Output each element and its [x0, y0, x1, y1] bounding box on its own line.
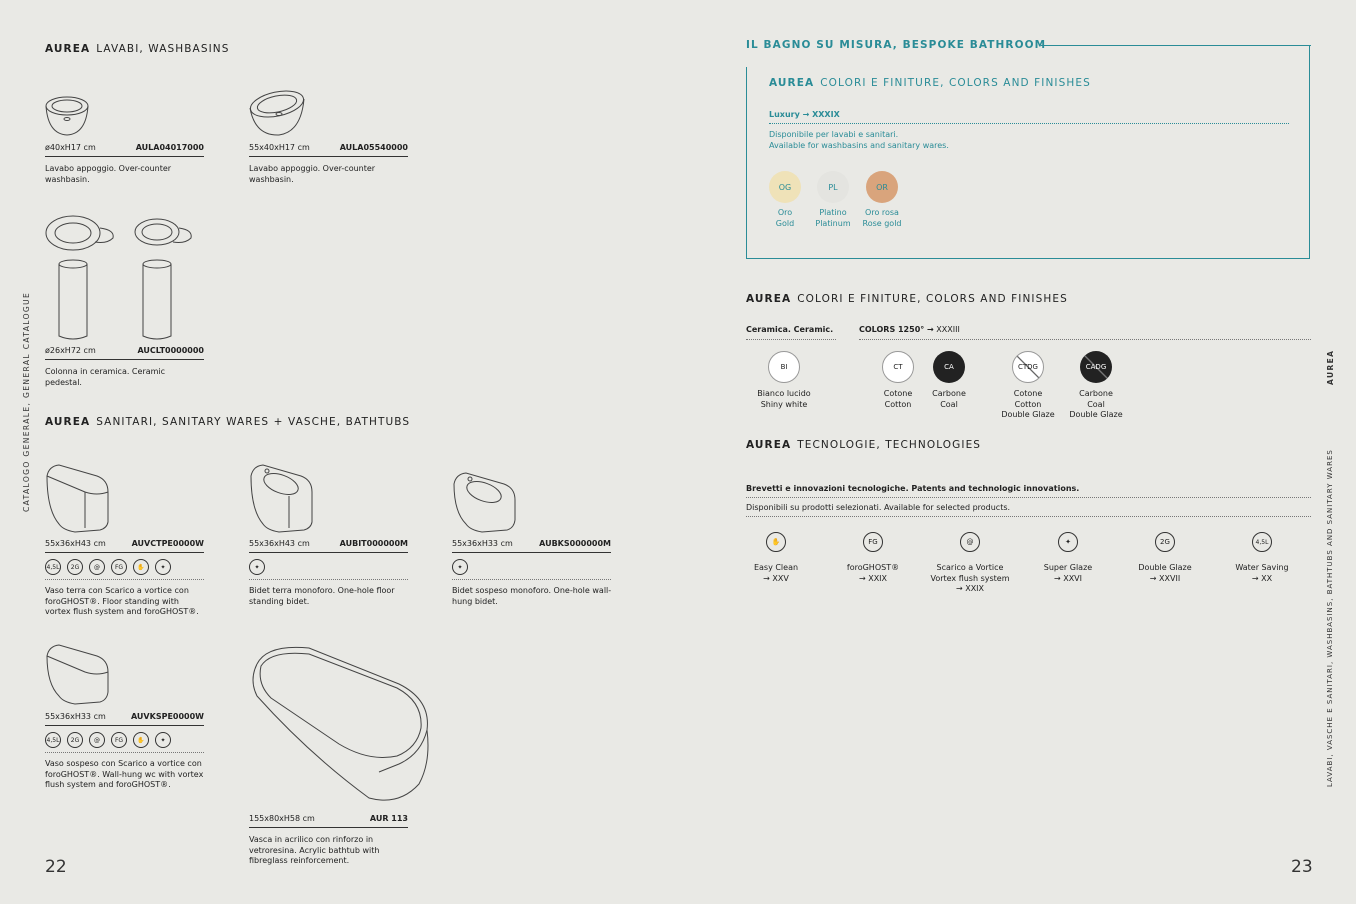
product-code: AUBIT000000M [339, 539, 408, 548]
easy-clean-icon: ✋ [133, 559, 149, 575]
product-dims: 55x36xH43 cm [45, 539, 106, 548]
tech-label-easy-clean: Easy Clean → XXV [753, 563, 799, 583]
double-glaze-icon: 2G [67, 732, 83, 748]
product-dims: 55x40xH17 cm [249, 143, 310, 152]
divider [45, 359, 204, 360]
product-card[interactable] [45, 143, 204, 188]
ceramic-label: Ceramica. Ceramic. [746, 325, 834, 334]
finishes-box [746, 67, 1310, 259]
product-card[interactable] [45, 712, 204, 792]
super-glaze-icon: ✦ [452, 559, 468, 575]
tech-label-water-saving: Water Saving → XX [1235, 563, 1289, 583]
super-glaze-icon: ✦ [1058, 532, 1078, 552]
floor-wc-drawing [45, 462, 111, 534]
technology-icons [249, 559, 265, 575]
pedestal-drawing [45, 208, 195, 342]
divider [45, 579, 204, 580]
vortex-flush-icon: @ [960, 532, 980, 552]
colors-heading [746, 293, 1068, 305]
foroghost-icon: FG [111, 732, 127, 748]
divider [746, 339, 836, 340]
technology-icons [45, 559, 171, 575]
section-heading-washbasins [45, 43, 230, 55]
double-glaze-icon: 2G [1155, 532, 1175, 552]
product-dims: ø26xH72 cm [45, 346, 96, 355]
section-title: LAVABI, WASHBASINS [96, 43, 230, 55]
swatch-coal-double-glaze-label: Carbone Coal Double Glaze [1069, 389, 1123, 419]
product-card[interactable] [45, 346, 204, 391]
product-description: Vaso terra con Scarico a vortice con foroGHOST®. Floor standing with vortex flush system and foroGHOST®. [45, 586, 199, 616]
product-card[interactable] [249, 814, 408, 874]
foroghost-icon: FG [111, 559, 127, 575]
product-code: AUR 113 [369, 814, 408, 823]
double-glaze-icon: 2G [67, 559, 83, 575]
foroghost-icon: FG [863, 532, 883, 552]
swatch-rose-gold[interactable]: OR [866, 171, 898, 203]
water-saving-icon: 4,5L [45, 732, 61, 748]
product-card[interactable] [452, 539, 611, 609]
section-title: COLORI E FINITURE, COLORS AND FINISHES [820, 77, 1091, 89]
brand-label: AUREA [746, 293, 792, 305]
divider [45, 156, 204, 157]
product-description: Bidet sospeso monoforo. One-hole wall-hung bidet. [452, 586, 612, 606]
product-description: Vaso sospeso con Scarico a vortice con foroGHOST®. Wall-hung wc with vortex flush system and foroGHOST®. [45, 759, 204, 789]
luxury-reference: Luxury → XXXIX [769, 110, 840, 119]
product-card[interactable] [249, 539, 408, 609]
product-code: AUCLT0000000 [137, 346, 204, 355]
tech-label-vortex: Scarico a Vortice Vortex flush system → XXIX [930, 563, 1010, 593]
box-connector [1309, 45, 1310, 67]
tech-label-double-glaze: Double Glaze → XXVII [1138, 563, 1192, 583]
swatch-platinum[interactable]: PL [817, 171, 849, 203]
product-code: AULA05540000 [339, 143, 408, 152]
bespoke-title-rule [1041, 45, 1311, 46]
super-glaze-icon: ✦ [155, 732, 171, 748]
side-category-label: LAVABI, VASCHE E SANITARI, WASHBASINS, BATHTUBS AND SANITARY WARES [1326, 449, 1334, 787]
product-description: Bidet terra monoforo. One-hole floor standing bidet. [249, 586, 395, 606]
technology-icons [45, 732, 171, 748]
divider [249, 156, 408, 157]
swatch-platinum-label: Platino Platinum [815, 208, 851, 228]
tech-label-super-glaze: Super Glaze → XXVI [1043, 563, 1093, 583]
brand-label: AUREA [746, 439, 792, 451]
swatch-cotton-double-glaze[interactable]: CTDG [1012, 351, 1044, 383]
wall-hung-bidet-drawing [452, 470, 518, 534]
water-saving-icon: 4,5L [1252, 532, 1272, 552]
vortex-flush-icon: @ [89, 559, 105, 575]
product-dims: 155x80xH58 cm [249, 814, 315, 823]
swatch-cotton-double-glaze-label: Cotone Cotton Double Glaze [1001, 389, 1055, 419]
easy-clean-icon: ✋ [133, 732, 149, 748]
product-code: AUBKS000000M [539, 539, 611, 548]
divider [249, 579, 408, 580]
patents-text: Brevetti e innovazioni tecnologiche. Patents and technologic innovations. [746, 484, 1080, 493]
product-description: Colonna in ceramica. Ceramic pedestal. [45, 367, 166, 387]
easy-clean-icon: ✋ [766, 532, 786, 552]
divider [249, 552, 408, 553]
product-description: Vasca in acrilico con rinforzo in vetroresina. Acrylic bathtub with fibreglass reinforcement. [249, 835, 380, 865]
swatch-coal[interactable]: CA [933, 351, 965, 383]
section-title: SANITARI, SANITARY WARES + VASCHE, BATHTUBS [96, 416, 411, 428]
product-description: Lavabo appoggio. Over-counter washbasin. [45, 164, 172, 184]
divider [769, 123, 1289, 124]
product-code: AUVKSPE0000W [130, 712, 204, 721]
brand-label: AUREA [45, 43, 91, 55]
product-code: AUVCTPE0000W [131, 539, 204, 548]
divider [746, 497, 1311, 498]
swatch-cotton[interactable]: CT [882, 351, 914, 383]
bespoke-title: IL BAGNO SU MISURA, BESPOKE BATHROOM [746, 39, 1047, 51]
product-card[interactable] [45, 539, 204, 619]
product-dims: 55x36xH33 cm [45, 712, 106, 721]
side-brand-label: AUREA [1326, 349, 1335, 385]
available-text: Disponibili su prodotti selezionati. Available for selected products. [746, 503, 1011, 512]
technology-icons [452, 559, 468, 575]
divider [45, 752, 204, 753]
tech-label-foroghost: foroGHOST® → XXIX [846, 563, 900, 583]
finishes-heading [769, 77, 1091, 89]
swatch-coal-label: Carbone Coal [932, 389, 966, 409]
section-title: COLORI E FINITURE, COLORS AND FINISHES [797, 293, 1068, 305]
section-title: TECNOLOGIE, TECHNOLOGIES [797, 439, 982, 451]
divider [859, 339, 1311, 340]
round-washbasin-drawing [45, 94, 95, 138]
swatch-rose-gold-label: Oro rosa Rose gold [862, 208, 902, 228]
brand-label: AUREA [45, 416, 91, 428]
divider [746, 516, 1311, 517]
page-number-left: 22 [45, 857, 67, 877]
divider [45, 725, 204, 726]
brand-label: AUREA [769, 77, 815, 89]
technologies-heading [746, 439, 981, 451]
availability-text [769, 130, 949, 151]
swatch-shiny-white-label: Bianco lucido Shiny white [757, 389, 811, 409]
swatch-shiny-white[interactable]: BI [768, 351, 800, 383]
product-dims: 55x36xH33 cm [452, 539, 513, 548]
super-glaze-icon: ✦ [249, 559, 265, 575]
water-saving-icon: 4,5L [45, 559, 61, 575]
swatch-gold-label: Oro Gold [775, 208, 795, 228]
swatch-gold[interactable]: OG [769, 171, 801, 203]
swatch-cotton-label: Cotone Cotton [883, 389, 913, 409]
wall-hung-wc-drawing [45, 642, 111, 706]
divider [452, 552, 611, 553]
colors-label: COLORS 1250° → XXXIII [859, 325, 960, 334]
bathtub-drawing [249, 644, 431, 804]
divider [452, 579, 611, 580]
super-glaze-icon: ✦ [155, 559, 171, 575]
divider [45, 552, 204, 553]
vortex-flush-icon: @ [89, 732, 105, 748]
catalogue-sidebar-label: CATALOGO GENERALE, GENERAL CATALOGUE [22, 291, 31, 512]
product-card[interactable] [249, 143, 408, 188]
product-dims: 55x36xH43 cm [249, 539, 310, 548]
divider [249, 827, 408, 828]
section-heading-sanitary [45, 416, 410, 428]
product-description: Lavabo appoggio. Over-counter washbasin. [249, 164, 376, 184]
swatch-coal-double-glaze[interactable]: CADG [1080, 351, 1112, 383]
product-code: AULA04017000 [135, 143, 204, 152]
availability-it: Disponibile per lavabi e sanitari. [769, 130, 899, 139]
oval-washbasin-drawing [249, 90, 307, 138]
floor-bidet-drawing [249, 462, 315, 534]
page-number-right: 23 [1291, 857, 1313, 877]
product-dims: ø40xH17 cm [45, 143, 96, 152]
availability-en: Available for washbasins and sanitary wares. [769, 140, 949, 150]
